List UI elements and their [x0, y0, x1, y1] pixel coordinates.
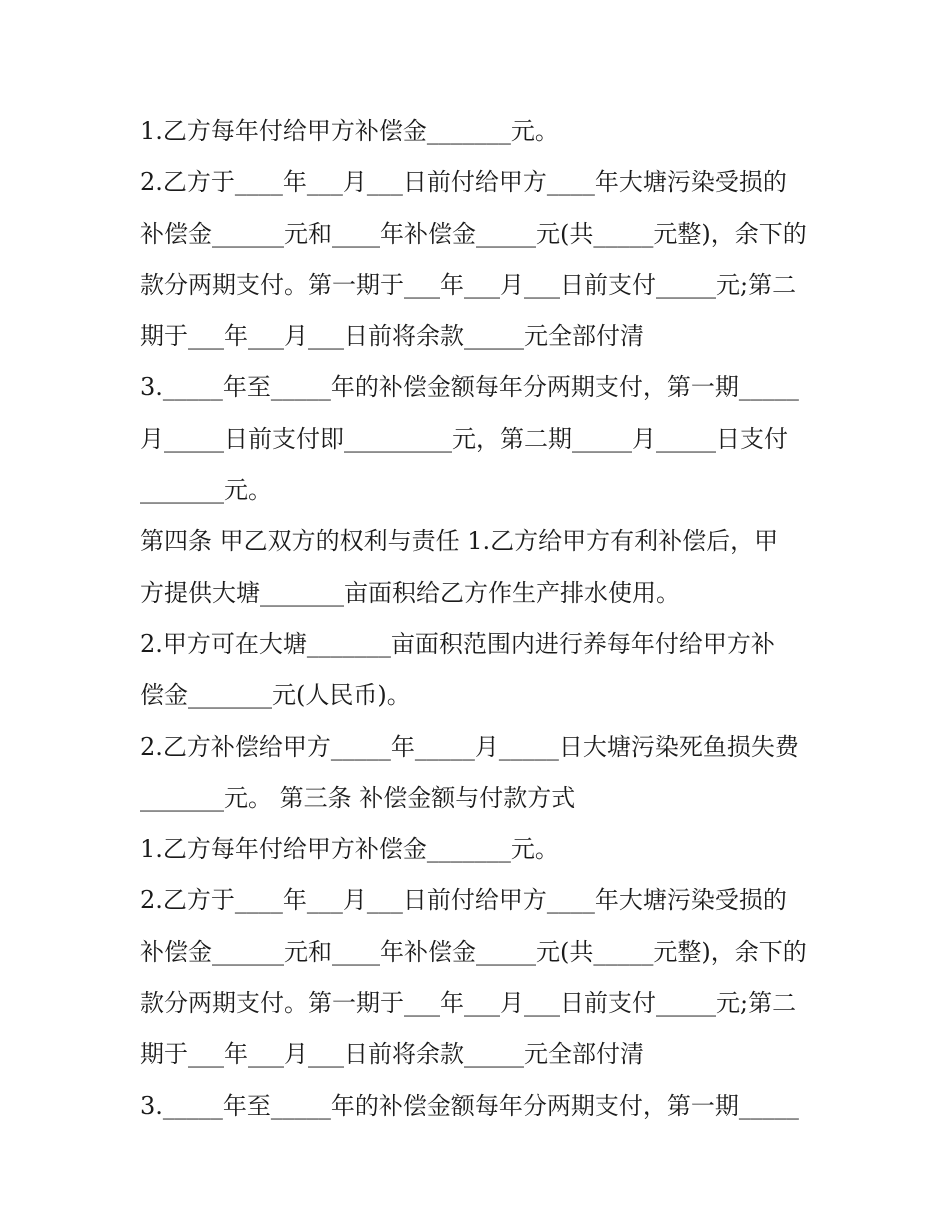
text-line: 补偿金______元和____年补偿金_____元(共_____元整)，余下的: [140, 219, 807, 248]
text-line: 2.乙方补偿给甲方_____年_____月_____日大塘污染死鱼损失费: [140, 732, 799, 761]
text-line: 期于___年___月___日前将余款_____元全部付清: [140, 1040, 644, 1069]
document-body: [140, 106, 820, 1132]
text-line: _______元。: [140, 476, 272, 505]
text-line: 补偿金______元和____年补偿金_____元(共_____元整)，余下的: [140, 937, 807, 966]
text-line: 款分两期支付。第一期于___年___月___日前支付_____元;第二: [140, 270, 797, 299]
text-line: 月_____日前支付即_________元，第二期_____月_____日支付: [140, 424, 788, 453]
text-line: 款分两期支付。第一期于___年___月___日前支付_____元;第二: [140, 989, 797, 1018]
text-line: 3._____年至_____年的补偿金额每年分两期支付，第一期_____: [140, 1091, 799, 1120]
text-line: 方提供大塘_______亩面积给乙方作生产排水使用。: [140, 578, 680, 607]
text-line: 第四条 甲乙双方的权利与责任 1.乙方给甲方有利补偿后，甲: [140, 527, 779, 556]
text-line: 期于___年___月___日前将余款_____元全部付清: [140, 322, 644, 351]
text-line: 偿金_______元(人民币)。: [140, 681, 411, 710]
text-line: 1.乙方每年付给甲方补偿金_______元。: [140, 835, 559, 864]
text-line: 2.甲方可在大塘_______亩面积范围内进行养每年付给甲方补: [140, 629, 775, 658]
text-line: 2.乙方于____年___月___日前付给甲方____年大塘污染受损的: [140, 886, 787, 915]
text-line: _______元。 第三条 补偿金额与付款方式: [140, 783, 576, 812]
text-line: 1.乙方每年付给甲方补偿金_______元。: [140, 117, 559, 145]
text-line: 2.乙方于____年___月___日前付给甲方____年大塘污染受损的: [140, 168, 787, 197]
text-line: 3._____年至_____年的补偿金额每年分两期支付，第一期_____: [140, 373, 799, 402]
